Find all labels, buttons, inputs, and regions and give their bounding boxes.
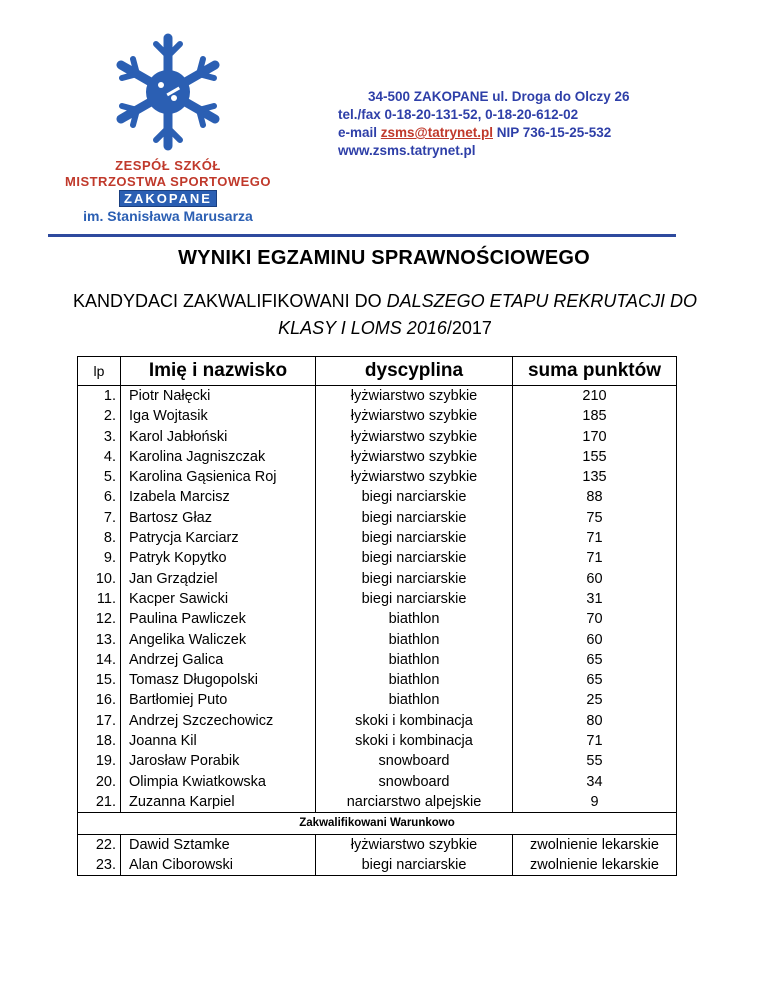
- table-row: [78, 548, 677, 568]
- table-row: [78, 427, 677, 447]
- table-row: [78, 406, 677, 426]
- row-discipline: biathlon: [316, 609, 513, 629]
- contact-email-label: e-mail: [338, 125, 381, 140]
- header-lp: lp: [78, 357, 121, 386]
- contact-email-link[interactable]: zsms@tatrynet.pl: [380, 125, 493, 140]
- row-name: Patrycja Karciarz: [121, 528, 316, 548]
- row-name: Karol Jabłoński: [121, 427, 316, 447]
- table-row: [78, 528, 677, 548]
- table-row: [78, 690, 677, 710]
- row-lp: 22.: [78, 834, 121, 855]
- row-name: Angelika Waliczek: [121, 630, 316, 650]
- row-points: 75: [513, 508, 677, 528]
- row-lp: 6.: [78, 487, 121, 507]
- conditional-body: [78, 834, 677, 876]
- row-name: Kacper Sawicki: [121, 589, 316, 609]
- row-lp: 16.: [78, 690, 121, 710]
- contact-website: www.zsms.tatrynet.pl: [338, 143, 476, 158]
- row-lp: 3.: [78, 427, 121, 447]
- row-points: 135: [513, 467, 677, 487]
- row-lp: 7.: [78, 508, 121, 528]
- table-row: [78, 589, 677, 609]
- conditional-label: Zakwalifikowani Warunkowo: [78, 813, 677, 834]
- row-discipline: biegi narciarskie: [316, 508, 513, 528]
- row-lp: 17.: [78, 711, 121, 731]
- header-discipline: dyscyplina: [316, 357, 513, 386]
- row-discipline: biegi narciarskie: [316, 528, 513, 548]
- header-name: Imię i nazwisko: [121, 357, 316, 386]
- results-body: [78, 386, 677, 813]
- row-discipline: łyżwiarstwo szybkie: [316, 467, 513, 487]
- header-divider: [48, 234, 676, 237]
- row-name: Jan Grządziel: [121, 569, 316, 589]
- table-row: [78, 569, 677, 589]
- row-discipline: skoki i kombinacja: [316, 731, 513, 751]
- row-discipline: snowboard: [316, 751, 513, 771]
- row-lp: 21.: [78, 792, 121, 813]
- row-points: 71: [513, 528, 677, 548]
- row-name: Olimpia Kwiatkowska: [121, 772, 316, 792]
- row-lp: 14.: [78, 650, 121, 670]
- row-points: 185: [513, 406, 677, 426]
- contact-address: 34-500 ZAKOPANE ul. Droga do Olczy 26: [368, 89, 630, 104]
- row-name: Alan Ciborowski: [121, 855, 316, 876]
- row-points: 60: [513, 569, 677, 589]
- row-lp: 18.: [78, 731, 121, 751]
- subtitle-part3: /2017: [446, 318, 492, 338]
- row-lp: 13.: [78, 630, 121, 650]
- row-lp: 11.: [78, 589, 121, 609]
- row-name: Bartosz Głaz: [121, 508, 316, 528]
- row-discipline: biegi narciarskie: [316, 855, 513, 876]
- row-lp: 8.: [78, 528, 121, 548]
- snowflake-logo-icon: [106, 30, 230, 154]
- row-points: 71: [513, 731, 677, 751]
- table-row: [78, 834, 677, 855]
- table-header-row: [78, 357, 677, 386]
- row-lp: 5.: [78, 467, 121, 487]
- header-points: suma punktów: [513, 357, 677, 386]
- row-discipline: łyżwiarstwo szybkie: [316, 406, 513, 426]
- table-row: [78, 487, 677, 507]
- row-points: 65: [513, 650, 677, 670]
- row-name: Karolina Gąsienica Roj: [121, 467, 316, 487]
- row-name: Andrzej Szczechowicz: [121, 711, 316, 731]
- row-points: 9: [513, 792, 677, 813]
- table-row: [78, 609, 677, 629]
- row-name: Zuzanna Karpiel: [121, 792, 316, 813]
- school-city-badge: [48, 190, 288, 208]
- row-points: 170: [513, 427, 677, 447]
- table-row: [78, 508, 677, 528]
- row-discipline: biathlon: [316, 670, 513, 690]
- contact-email-line: [338, 124, 718, 142]
- row-points: 71: [513, 548, 677, 568]
- table-row: [78, 855, 677, 876]
- table-row: [78, 792, 677, 813]
- row-points: 31: [513, 589, 677, 609]
- row-points: 60: [513, 630, 677, 650]
- results-table: [77, 356, 677, 876]
- subtitle-part2: DALSZEGO ETAPU REKRUTACJI DO KLASY I LOMS 2016: [278, 291, 698, 338]
- row-lp: 10.: [78, 569, 121, 589]
- row-name: Paulina Pawliczek: [121, 609, 316, 629]
- row-discipline: łyżwiarstwo szybkie: [316, 834, 513, 855]
- table-row: [78, 711, 677, 731]
- row-points: 34: [513, 772, 677, 792]
- row-points: 88: [513, 487, 677, 507]
- school-logo: [48, 30, 288, 230]
- row-name: Andrzej Galica: [121, 650, 316, 670]
- row-discipline: narciarstwo alpejskie: [316, 792, 513, 813]
- row-discipline: biegi narciarskie: [316, 487, 513, 507]
- document-subtitle: [60, 288, 710, 342]
- row-points: 55: [513, 751, 677, 771]
- row-points: 65: [513, 670, 677, 690]
- row-name: Dawid Sztamke: [121, 834, 316, 855]
- row-name: Joanna Kil: [121, 731, 316, 751]
- row-lp: 2.: [78, 406, 121, 426]
- row-name: Karolina Jagniszczak: [121, 447, 316, 467]
- row-discipline: łyżwiarstwo szybkie: [316, 427, 513, 447]
- row-points: 210: [513, 386, 677, 407]
- row-discipline: łyżwiarstwo szybkie: [316, 447, 513, 467]
- row-discipline: biegi narciarskie: [316, 548, 513, 568]
- school-patron: im. Stanisława Marusarza: [83, 208, 253, 224]
- row-points: zwolnienie lekarskie: [513, 855, 677, 876]
- row-lp: 20.: [78, 772, 121, 792]
- school-city: ZAKOPANE: [119, 190, 217, 207]
- row-points: 155: [513, 447, 677, 467]
- row-discipline: biathlon: [316, 650, 513, 670]
- row-points: 25: [513, 690, 677, 710]
- row-lp: 23.: [78, 855, 121, 876]
- contact-nip: NIP 736-15-25-532: [492, 125, 612, 140]
- row-lp: 1.: [78, 386, 121, 407]
- row-points: zwolnienie lekarskie: [513, 834, 677, 855]
- conditional-separator-row: [78, 813, 677, 834]
- row-discipline: łyżwiarstwo szybkie: [316, 386, 513, 407]
- table-row: [78, 650, 677, 670]
- table-row: [78, 630, 677, 650]
- row-discipline: biathlon: [316, 690, 513, 710]
- school-name-line2: MISTRZOSTWA SPORTOWEGO: [65, 174, 271, 189]
- row-lp: 12.: [78, 609, 121, 629]
- contact-phone: tel./fax 0-18-20-131-52, 0-18-20-612-02: [338, 107, 579, 122]
- row-points: 70: [513, 609, 677, 629]
- row-name: Iga Wojtasik: [121, 406, 316, 426]
- table-row: [78, 772, 677, 792]
- document-title: WYNIKI EGZAMINU SPRAWNOŚCIOWEGO: [178, 247, 590, 269]
- row-name: Patryk Kopytko: [121, 548, 316, 568]
- table-row: [78, 467, 677, 487]
- table-row: [78, 731, 677, 751]
- row-discipline: biegi narciarskie: [316, 589, 513, 609]
- row-lp: 9.: [78, 548, 121, 568]
- row-discipline: snowboard: [316, 772, 513, 792]
- subtitle-part1: KANDYDACI ZAKWALIFIKOWANI DO: [72, 291, 387, 311]
- row-points: 80: [513, 711, 677, 731]
- contact-block: [338, 88, 718, 160]
- row-name: Tomasz Długopolski: [121, 670, 316, 690]
- row-discipline: biathlon: [316, 630, 513, 650]
- row-lp: 15.: [78, 670, 121, 690]
- table-row: [78, 751, 677, 771]
- table-row: [78, 447, 677, 467]
- table-row: [78, 386, 677, 407]
- conditional-section: [78, 813, 677, 834]
- row-name: Izabela Marcisz: [121, 487, 316, 507]
- row-discipline: skoki i kombinacja: [316, 711, 513, 731]
- school-name-line1: ZESPÓŁ SZKÓŁ: [115, 158, 221, 173]
- row-lp: 4.: [78, 447, 121, 467]
- table-row: [78, 670, 677, 690]
- row-name: Bartłomiej Puto: [121, 690, 316, 710]
- row-name: Jarosław Porabik: [121, 751, 316, 771]
- row-discipline: biegi narciarskie: [316, 569, 513, 589]
- row-name: Piotr Nałęcki: [121, 386, 316, 407]
- row-lp: 19.: [78, 751, 121, 771]
